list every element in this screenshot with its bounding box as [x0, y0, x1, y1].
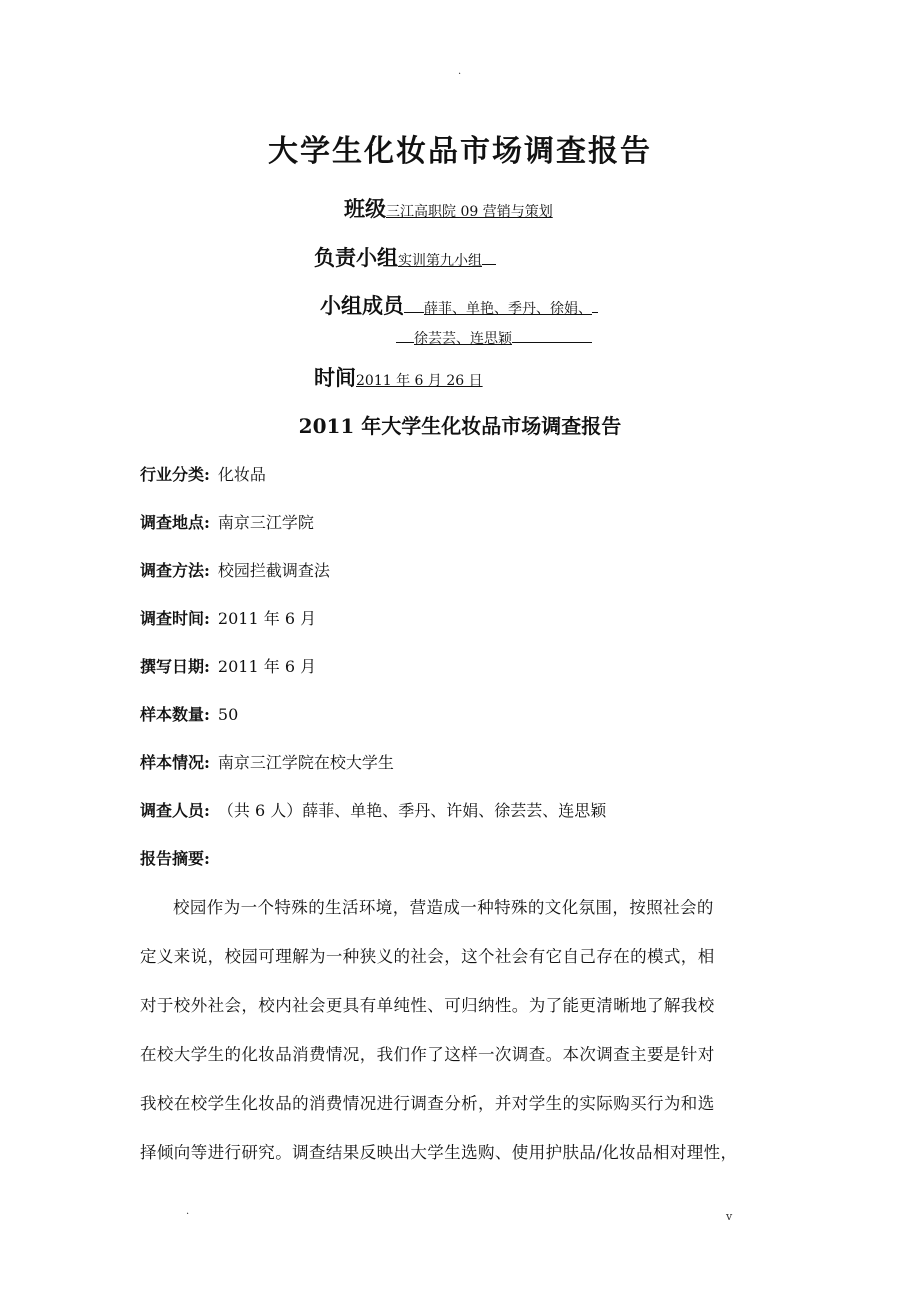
members-underline-tail: [592, 298, 598, 313]
summary-line: 校园作为一个特殊的生活环境，营造成一种特殊的文化氛围，按照社会的: [173, 898, 714, 917]
cover-group: [314, 242, 496, 272]
field-colon: :: [204, 513, 210, 532]
members-line-1: 薛菲、单艳、季丹、徐娟、: [424, 301, 592, 317]
summary-label: 报告摘要: [140, 849, 205, 868]
field-colon: :: [204, 657, 210, 676]
field-label: 调查地点: [140, 513, 205, 532]
report-title: 2011 年大学生化妆品市场调查报告: [298, 414, 622, 438]
summary-line: 定义来说，校园可理解为一种狭义的社会，这个社会有它自己存在的模式，相: [140, 947, 715, 966]
field-colon: :: [204, 561, 210, 580]
summary-line: 在校大学生的化妆品消费情况，我们作了这样一次调查。本次调查主要是针对: [140, 1045, 715, 1064]
summary-heading: [140, 846, 210, 869]
field-label: 调查方法: [140, 561, 205, 580]
field-value: 化妆品: [217, 465, 266, 484]
group-underline: [482, 250, 496, 265]
cover-class: [344, 193, 553, 223]
summary-line: 对于校外社会，校内社会更具有单纯性、可归纳性。为了能更清晰地了解我校: [140, 996, 715, 1015]
field-value: 南京三江学院: [217, 513, 314, 532]
field-colon: :: [204, 609, 210, 628]
members-underline-lead: [404, 298, 424, 313]
field-value: 2011 年 6 月: [217, 609, 317, 628]
footer-left-mark: .: [186, 1206, 190, 1217]
summary-line: 我校在校学生化妆品的消费情况进行调查分析，并对学生的实际购买行为和选: [140, 1094, 715, 1113]
cover-time: [314, 362, 483, 392]
field-label: 样本情况: [140, 753, 205, 772]
field-colon: :: [204, 705, 210, 724]
header-mark: .: [458, 66, 462, 77]
field-row: [140, 798, 606, 821]
summary-line: 择倾向等进行研究。调查结果反映出大学生选购、使用护肤品/化妆品相对理性，: [140, 1143, 738, 1162]
field-label: 行业分类: [140, 465, 205, 484]
footer-right-mark: v: [726, 1210, 733, 1223]
field-row: [140, 606, 316, 629]
field-value: 校园拦截调查法: [217, 561, 330, 580]
field-colon: :: [204, 753, 210, 772]
field-value: 50: [217, 705, 239, 724]
class-value: 三江高职院 09 营销与策划: [386, 204, 553, 220]
members-line-2: 徐芸芸、连思颖: [414, 331, 512, 347]
members-cont-underline-tail: [512, 328, 592, 343]
field-label: 撰写日期: [140, 657, 205, 676]
field-value: （共 6 人）薛菲、单艳、季丹、许娟、徐芸芸、连思颖: [217, 801, 607, 820]
field-row: [140, 654, 316, 677]
group-label: 负责小组: [314, 245, 398, 270]
field-colon: :: [204, 465, 210, 484]
summary-colon: :: [204, 849, 210, 868]
field-row: [140, 558, 330, 581]
field-row: [140, 750, 394, 773]
class-label: 班级: [344, 196, 386, 221]
field-row: [140, 462, 266, 485]
field-colon: :: [204, 801, 210, 820]
field-value: 南京三江学院在校大学生: [217, 753, 394, 772]
members-label: 小组成员: [320, 293, 404, 318]
cover-members-cont: [396, 328, 592, 348]
field-row: [140, 510, 314, 533]
group-value: 实训第九小组: [398, 253, 482, 269]
page-title: 大学生化妆品市场调查报告: [268, 134, 652, 169]
cover-members: [320, 290, 598, 320]
time-value: 2011 年 6 月 26 日: [356, 373, 483, 389]
members-cont-underline-lead: [396, 328, 414, 343]
time-label: 时间: [314, 365, 356, 390]
field-label: 样本数量: [140, 705, 205, 724]
field-label: 调查时间: [140, 609, 205, 628]
field-value: 2011 年 6 月: [217, 657, 317, 676]
field-label: 调查人员: [140, 801, 205, 820]
field-row: [140, 702, 238, 725]
